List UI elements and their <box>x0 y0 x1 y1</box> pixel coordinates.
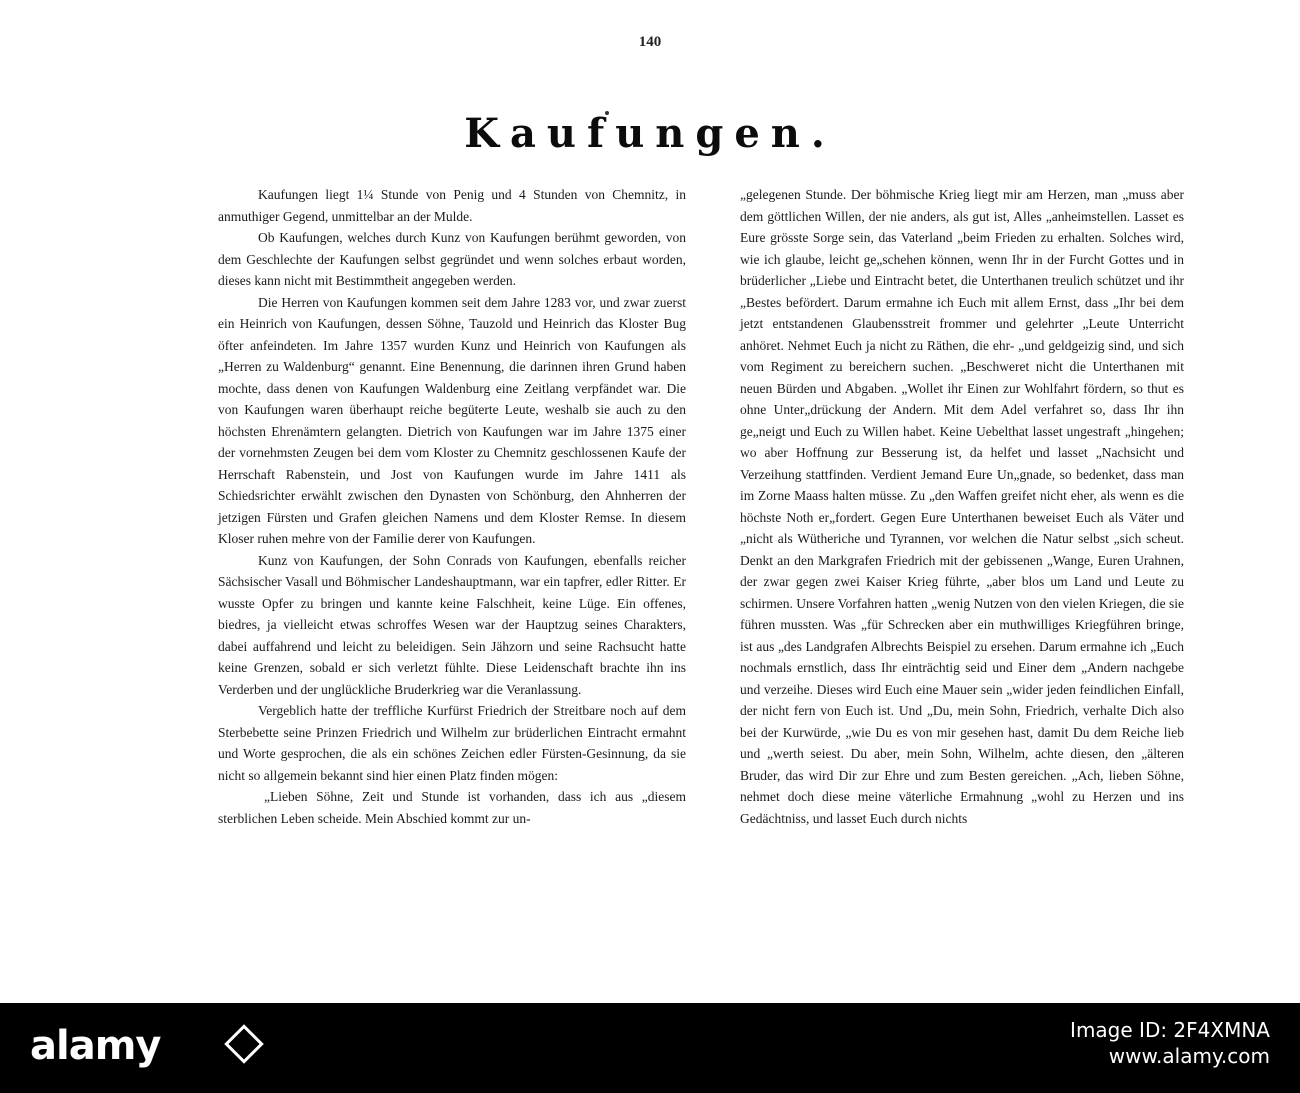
paragraph: Die Herren von Kaufungen kommen seit dem Jahre 1283 vor, und zwar zuerst ein Heinrich von Kaufungen, dessen Söhne, Tauzold und Heinrich das Kloster Bug öfter anfeindeten. Im Jahre 1357 wurden Kunz und Heinrich von Kaufungen als „Herren zu Waldenburg“ genannt. Eine Benennung, die darinnen ihren Grund haben mochte, dass denen von Kaufungen Waldenburg eine Zeitlang verpfändet war. Die von Kaufungen waren überhaupt reiche begüterte Leute, weshalb sie auch zu den höchsten Ehrenämtern gelangten. Dietrich von Kaufungen war im Jahre 1375 einer der vornehmsten Zeugen bei dem vom Kloster zu Chemnitz geschlossenen Kaufe der Herrschaft Rabenstein, und Jost von Kaufungen wurde im Jahre 1411 als Schiedsrichter erwählt zwischen den Dynasten von Schönburg, den Ahnherren der jetzigen Fürsten und Grafen gleichen Namens und dem Kloster Remse. In diesem Kloser ruhen mehre von der Familie derer von Kaufungen. <box>218 294 686 546</box>
paragraph: Kunz von Kaufungen, der Sohn Conrads von Kaufungen, ebenfalls reicher Sächsischer Vasall und Böhmischer Landeshauptmann, war ein tapfrer, edler Ritter. Er wusste Opfer zu bringen und kannte keine Falschheit, keine Lüge. Ein offenes, biedres, ja vielleicht etwas schroffes Wesen war der Hauptzug seines Charakters, dabei auffahrend und leicht zu beleidigen. Sein Jähzorn und seine Rachsucht hatte keine Grenzen, sobald er sich verletzt fühlte. Diese Leidenschaft brachte ihn ins Verderben und der unglückliche Bruderkrieg war die Veranlassung. <box>218 552 686 697</box>
image-id: Image ID: 2F4XMNA <box>1070 1018 1270 1042</box>
page-number: 140 <box>638 34 662 50</box>
brand-logo: alamy <box>30 1023 161 1069</box>
paragraph: Kaufungen liegt 1¼ Stunde von Penig und 4 Stunden von Chemnitz, in anmuthiger Gegend, unmittelbar an der Mulde. <box>218 187 686 224</box>
site-url: www.alamy.com <box>1108 1044 1270 1068</box>
left-column <box>218 184 686 829</box>
footer-info <box>1070 1017 1270 1069</box>
paragraph: Vergeblich hatte der treffliche Kurfürst Friedrich der Streitbare noch auf dem Sterbebette seine Prinzen Friedrich und Wilhelm zur brüderlichen Eintracht ermahnt und Worte gesprochen, die als ein schönes Zeichen edler Fürsten-Gesinnung, da sie nicht so allgemein bekannt sind hier einen Platz finden mögen: <box>218 703 686 783</box>
right-column <box>740 184 1184 829</box>
quote-continuation: „gelegenen Stunde. Der böhmische Krieg liegt mir am Herzen, man „muss aber dem göttlichen Willen, der nie anders, als gut ist, Alles „anheimstellen. Lasset es Eure grösste Sorge sein, das Vaterland „beim Frieden zu erhalten. Solches wird, wie ich glaube, leicht ge„schehen können, wenn Ihr in der Furcht Gottes und in brüderlicher „Liebe und Eintracht betet, die Unterthanen treulich schützet und ihr „Bestes befördert. Darum ermahne ich Euch mit allem Ernst, dass „Ihr bei dem jetzt entstandenen Glaubensstreit frommer und gelehrter „Leute Unterricht anhöret. Nehmet Euch ja nicht zu Räthen, die ehr- „und geldgeizig sind, und sich vom Regiment zu bereichern suchen. „Beschweret nicht die Unterthanen mit neuen Bürden und Abgaben. „Wollet ihr Einen zur Wohlfahrt fördern, so thut es ohne Unter„drückung der Andern. Mit dem Adel verfahret so, dass Ihr ihn ge„neigt und Euch zu Willen habet. Keine Uebelthat lasset ungestraft „hingehen; wo aber Hoffnung zur Besserung ist, da helfet und lasset „Nachsicht und Verzeihung stattfinden. Verdient Jemand Eure Un„gnade, so bedenket, dass man im Zorne Maass halten müsse. Zu „den Waffen greifet nicht eher, als wenn es die höchste Noth er„fordert. Gegen Eure Unterthanen beweiset Euch als Väter und „nicht als Wütheriche und Tyrannen, vor welchen die Natur selbst „sich scheut. Denkt an den Markgrafen Friedrich mit der gebissenen „Wange, Euren Urahnen, der zwar gegen zwei Kaiser Krieg führte, „aber blos um Land und Leute zu schirmen. Unsere Vorfahren hatten „wenig Nutzen von den vielen Kriegen, die sie führen mussten. Was „für Schrecken aber ein muthwilliges Kriegführen bringe, ist aus „des Landgrafen Albrechts Beispiel zu ersehen. Darum ermahne ich „Euch nochmals ernstlich, dass Ihr einträchtig seid und Einer dem „Andern nachgebe und verzeihe. Dieses wird Euch eine Mauer sein „wider jeden feindlichen Einfall, der nicht fern von Euch ist. Und „Du, mein Sohn, Friedrich, verhalte Dich also bei der Kurwürde, „wie Du es von mir gesehen hast, damit Du dem Reiche lieb und „werth seiest. Du aber, mein Sohn, Wilhelm, achte diesen, den „älteren Bruder, das wird Dir zur Ehre und zum Besten gereichen. „Ach, lieben Söhne, nehmet doch diese meine väterliche Ermahnung „wohl zu Herzen und ins Gedächtniss, und lasset Euch durch nichts <box>740 187 1184 826</box>
quote-paragraph: „Lieben Söhne, Zeit und Stunde ist vorhanden, dass ich aus „diesem sterblichen Leben scheide. Mein Abschied kommt zur un- <box>218 789 686 826</box>
page-title: Kaufungen. <box>464 110 836 157</box>
paragraph: Ob Kaufungen, welches durch Kunz von Kaufungen berühmt geworden, von dem Geschlechte der Kaufungen selbst gegründet und wenn solches erbaut worden, dieses kann nicht mit Bestimmtheit angegeben werden. <box>218 230 686 288</box>
